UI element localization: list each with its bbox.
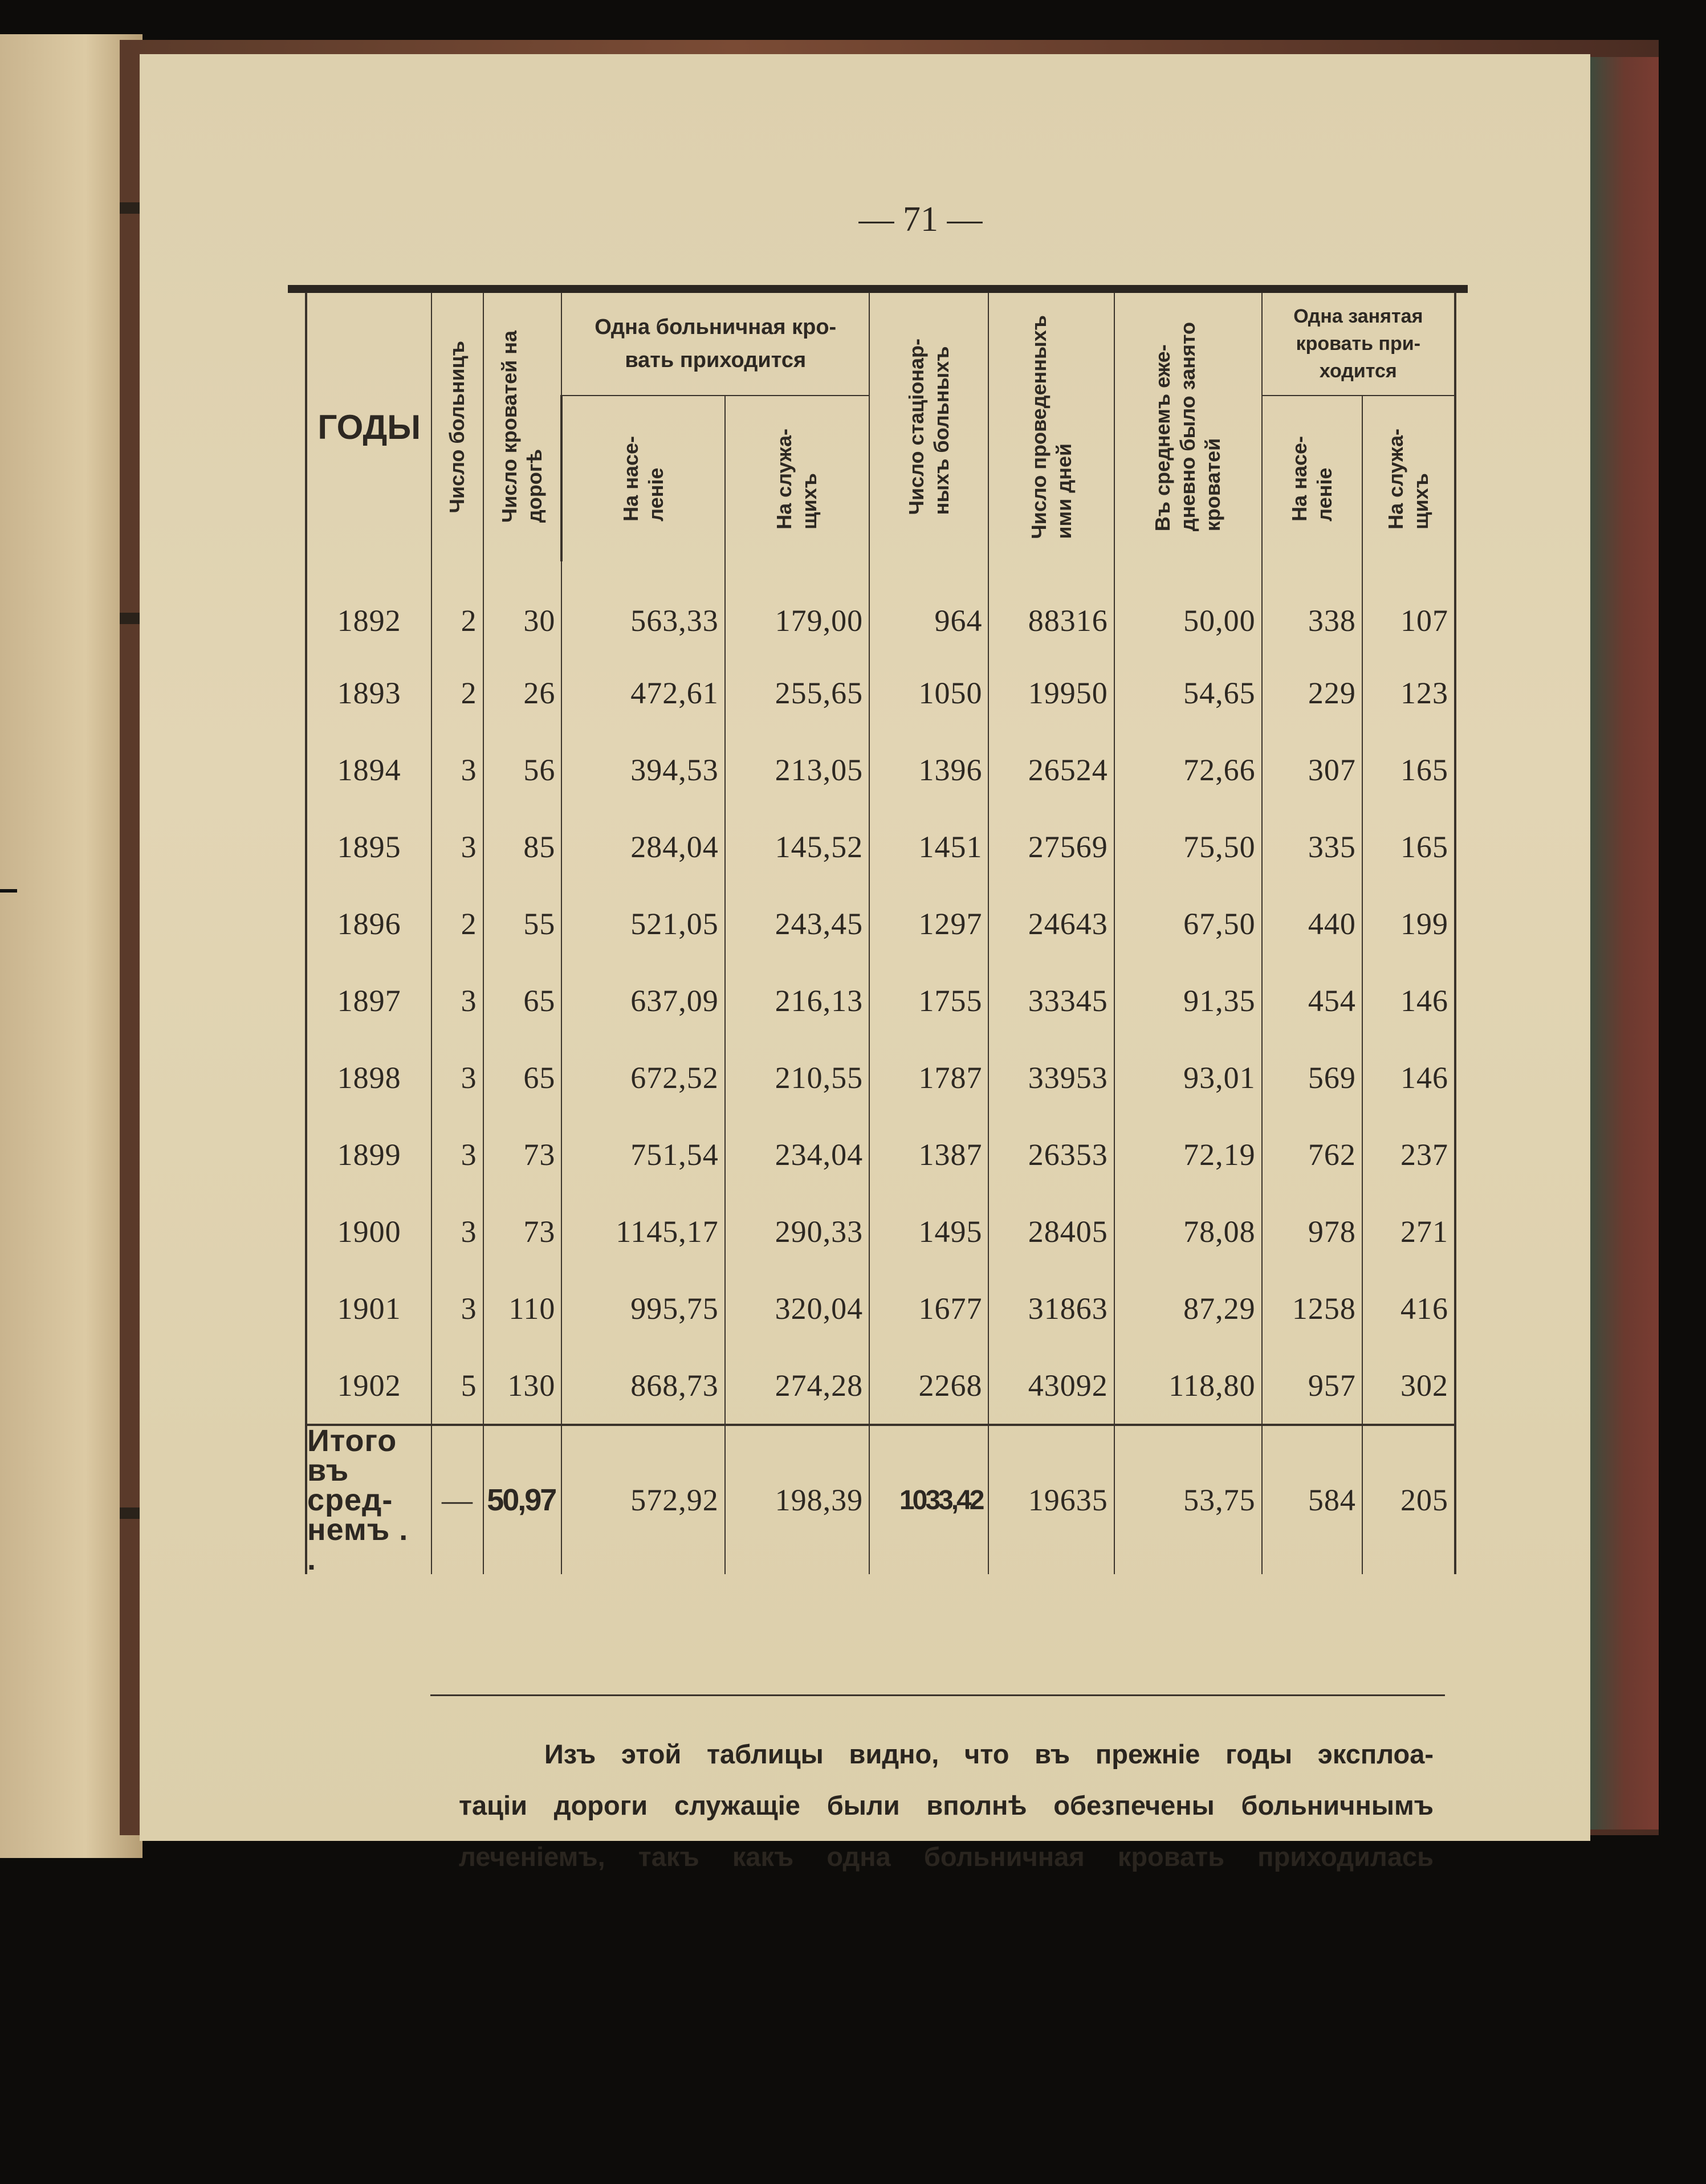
cell-pop: 672,52 xyxy=(561,1039,724,1116)
cell-year: 1898 xyxy=(306,1039,431,1116)
cell-year: 1894 xyxy=(306,731,431,808)
table-bottom-rule xyxy=(430,1694,1445,1696)
paragraph-line: Изъ этой таблицы видно, что въ прежніе годы эксплоа- xyxy=(544,1739,1434,1769)
cell-inpatients: 1297 xyxy=(869,885,988,962)
cell-occ-pop: 569 xyxy=(1262,1039,1362,1116)
table-row xyxy=(306,962,1455,1039)
body-paragraph xyxy=(459,1729,1434,1883)
cell-days: 27569 xyxy=(988,808,1114,885)
header-occupied-group: Одна занятая кровать при- ходится xyxy=(1262,292,1455,396)
cell-emp: 210,55 xyxy=(725,1039,869,1116)
cell-occ-emp: 165 xyxy=(1362,731,1455,808)
cell-emp: 179,00 xyxy=(725,561,869,654)
book-cover-right-edge xyxy=(1590,57,1659,1829)
cell-avg: 50,00 xyxy=(1114,561,1262,654)
cell-emp: 216,13 xyxy=(725,962,869,1039)
cell-emp: 234,04 xyxy=(725,1116,869,1193)
hospital-statistics-table xyxy=(305,292,1456,1574)
cell-beds: 65 xyxy=(483,1039,562,1116)
cell-emp: 243,45 xyxy=(725,885,869,962)
cell-beds: 110 xyxy=(483,1270,562,1347)
cell-beds: 56 xyxy=(483,731,562,808)
cell-days: 43092 xyxy=(988,1347,1114,1425)
cell-inpatients: 1495 xyxy=(869,1193,988,1270)
cell-pop: 284,04 xyxy=(561,808,724,885)
cell-year: 1900 xyxy=(306,1193,431,1270)
cell-beds: 26 xyxy=(483,654,562,731)
cell-hospitals: 2 xyxy=(431,654,483,731)
header-occupied-population: На насе- леніе xyxy=(1262,396,1362,561)
cell-occ-emp: 123 xyxy=(1362,654,1455,731)
cell-hospitals: 3 xyxy=(431,1039,483,1116)
cell-avg: 75,50 xyxy=(1114,808,1262,885)
cell-year: 1893 xyxy=(306,654,431,731)
cell-beds: 73 xyxy=(483,1116,562,1193)
cell-avg: 93,01 xyxy=(1114,1039,1262,1116)
header-bed-population: На насе- леніе xyxy=(561,396,724,561)
table-row xyxy=(306,885,1455,962)
cell-inpatients: 2268 xyxy=(869,1347,988,1425)
cell-emp: 320,04 xyxy=(725,1270,869,1347)
cell-occ-emp: 165 xyxy=(1362,808,1455,885)
cell-avg: 54,65 xyxy=(1114,654,1262,731)
cell-pop: 637,09 xyxy=(561,962,724,1039)
cell-beds: 130 xyxy=(483,1347,562,1425)
cell-hospitals: 3 xyxy=(431,1116,483,1193)
total-occ-emp: 205 xyxy=(1362,1425,1455,1574)
cell-inpatients: 1387 xyxy=(869,1116,988,1193)
header-years: ГОДЫ xyxy=(306,292,431,561)
cell-beds: 55 xyxy=(483,885,562,962)
cell-inpatients: 1755 xyxy=(869,962,988,1039)
table-row xyxy=(306,808,1455,885)
table-row xyxy=(306,731,1455,808)
cell-pop: 995,75 xyxy=(561,1270,724,1347)
cell-occ-emp: 416 xyxy=(1362,1270,1455,1347)
header-beds: Число кроватей на дорогѣ xyxy=(483,292,562,561)
header-hospitals: Число больницъ xyxy=(431,292,483,561)
total-beds: 50,97 xyxy=(483,1425,562,1574)
cell-pop: 1145,17 xyxy=(561,1193,724,1270)
cell-year: 1899 xyxy=(306,1116,431,1193)
cell-inpatients: 1396 xyxy=(869,731,988,808)
cell-occ-emp: 107 xyxy=(1362,561,1455,654)
cell-occ-pop: 978 xyxy=(1262,1193,1362,1270)
cell-hospitals: 2 xyxy=(431,885,483,962)
table-row xyxy=(306,1193,1455,1270)
cell-hospitals: 3 xyxy=(431,1193,483,1270)
cell-year: 1897 xyxy=(306,962,431,1039)
cell-inpatients: 1451 xyxy=(869,808,988,885)
cell-beds: 65 xyxy=(483,962,562,1039)
cell-hospitals: 3 xyxy=(431,1270,483,1347)
total-pop: 572,92 xyxy=(561,1425,724,1574)
cell-occ-pop: 957 xyxy=(1262,1347,1362,1425)
table-row xyxy=(306,1270,1455,1347)
cell-year: 1901 xyxy=(306,1270,431,1347)
cell-occ-pop: 454 xyxy=(1262,962,1362,1039)
table-row-total xyxy=(306,1425,1455,1574)
cell-days: 19950 xyxy=(988,654,1114,731)
cell-inpatients: 964 xyxy=(869,561,988,654)
table-row xyxy=(306,561,1455,654)
table-row xyxy=(306,654,1455,731)
cell-occ-emp: 146 xyxy=(1362,1039,1455,1116)
cell-emp: 274,28 xyxy=(725,1347,869,1425)
table-row xyxy=(306,1347,1455,1425)
table-row xyxy=(306,1116,1455,1193)
cell-inpatients: 1787 xyxy=(869,1039,988,1116)
cell-hospitals: 3 xyxy=(431,808,483,885)
header-occupied-employees: На служа- щихъ xyxy=(1362,396,1455,561)
cell-emp: 255,65 xyxy=(725,654,869,731)
cell-days: 26524 xyxy=(988,731,1114,808)
cell-pop: 563,33 xyxy=(561,561,724,654)
cell-occ-emp: 237 xyxy=(1362,1116,1455,1193)
cell-pop: 868,73 xyxy=(561,1347,724,1425)
cell-days: 33345 xyxy=(988,962,1114,1039)
total-occ-pop: 584 xyxy=(1262,1425,1362,1574)
cell-emp: 145,52 xyxy=(725,808,869,885)
cell-pop: 751,54 xyxy=(561,1116,724,1193)
cell-avg: 67,50 xyxy=(1114,885,1262,962)
cell-avg: 72,19 xyxy=(1114,1116,1262,1193)
cell-avg: 87,29 xyxy=(1114,1270,1262,1347)
cell-days: 28405 xyxy=(988,1193,1114,1270)
paragraph-line: таціи дороги служащіе были вполнѣ обезпечены больничнымъ xyxy=(459,1790,1434,1820)
cell-occ-emp: 146 xyxy=(1362,962,1455,1039)
cell-days: 31863 xyxy=(988,1270,1114,1347)
total-label: Итого въ сред- немъ . . xyxy=(306,1425,431,1574)
cell-days: 33953 xyxy=(988,1039,1114,1116)
cell-year: 1895 xyxy=(306,808,431,885)
header-avg-occupied: Въ среднемъ еже- дневно было занято кроватей xyxy=(1114,292,1262,561)
cell-occ-emp: 271 xyxy=(1362,1193,1455,1270)
total-hospitals: — xyxy=(431,1425,483,1574)
total-inpatients: 1033,42 xyxy=(869,1425,988,1574)
cell-year: 1896 xyxy=(306,885,431,962)
cell-inpatients: 1050 xyxy=(869,654,988,731)
cell-days: 88316 xyxy=(988,561,1114,654)
cell-hospitals: 3 xyxy=(431,962,483,1039)
cell-hospitals: 5 xyxy=(431,1347,483,1425)
total-avg: 53,75 xyxy=(1114,1425,1262,1574)
cell-beds: 73 xyxy=(483,1193,562,1270)
cell-beds: 30 xyxy=(483,561,562,654)
cell-days: 26353 xyxy=(988,1116,1114,1193)
cell-occ-pop: 440 xyxy=(1262,885,1362,962)
cell-pop: 521,05 xyxy=(561,885,724,962)
total-emp: 198,39 xyxy=(725,1425,869,1574)
cell-occ-pop: 229 xyxy=(1262,654,1362,731)
cell-occ-pop: 307 xyxy=(1262,731,1362,808)
cell-emp: 213,05 xyxy=(725,731,869,808)
cell-avg: 72,66 xyxy=(1114,731,1262,808)
table-top-rule xyxy=(288,285,1468,293)
paragraph-line: леченіемъ, такъ какъ одна больничная кровать приходилась xyxy=(459,1841,1434,1872)
cell-pop: 394,53 xyxy=(561,731,724,808)
cell-occ-pop: 762 xyxy=(1262,1116,1362,1193)
header-inpatients: Число стаціонар- ныхъ больныхъ xyxy=(869,292,988,561)
total-days: 19635 xyxy=(988,1425,1114,1574)
header-days: Число проведенныхъ ими дней xyxy=(988,292,1114,561)
cell-days: 24643 xyxy=(988,885,1114,962)
cell-emp: 290,33 xyxy=(725,1193,869,1270)
cell-avg: 78,08 xyxy=(1114,1193,1262,1270)
cell-inpatients: 1677 xyxy=(869,1270,988,1347)
cell-occ-emp: 199 xyxy=(1362,885,1455,962)
cell-year: 1902 xyxy=(306,1347,431,1425)
page-number: — 71 — xyxy=(858,200,983,239)
header-bed-employees: На служа- щихъ xyxy=(725,396,869,561)
cell-occ-pop: 335 xyxy=(1262,808,1362,885)
cell-avg: 91,35 xyxy=(1114,962,1262,1039)
cell-occ-emp: 302 xyxy=(1362,1347,1455,1425)
cell-hospitals: 2 xyxy=(431,561,483,654)
cell-year: 1892 xyxy=(306,561,431,654)
header-one-bed-group: Одна больничная кро- вать приходится xyxy=(561,292,869,396)
cell-occ-pop: 338 xyxy=(1262,561,1362,654)
book-page xyxy=(140,54,1590,1872)
cell-avg: 118,80 xyxy=(1114,1347,1262,1425)
cell-occ-pop: 1258 xyxy=(1262,1270,1362,1347)
table-row xyxy=(306,1039,1455,1116)
cell-beds: 85 xyxy=(483,808,562,885)
cell-hospitals: 3 xyxy=(431,731,483,808)
cell-pop: 472,61 xyxy=(561,654,724,731)
